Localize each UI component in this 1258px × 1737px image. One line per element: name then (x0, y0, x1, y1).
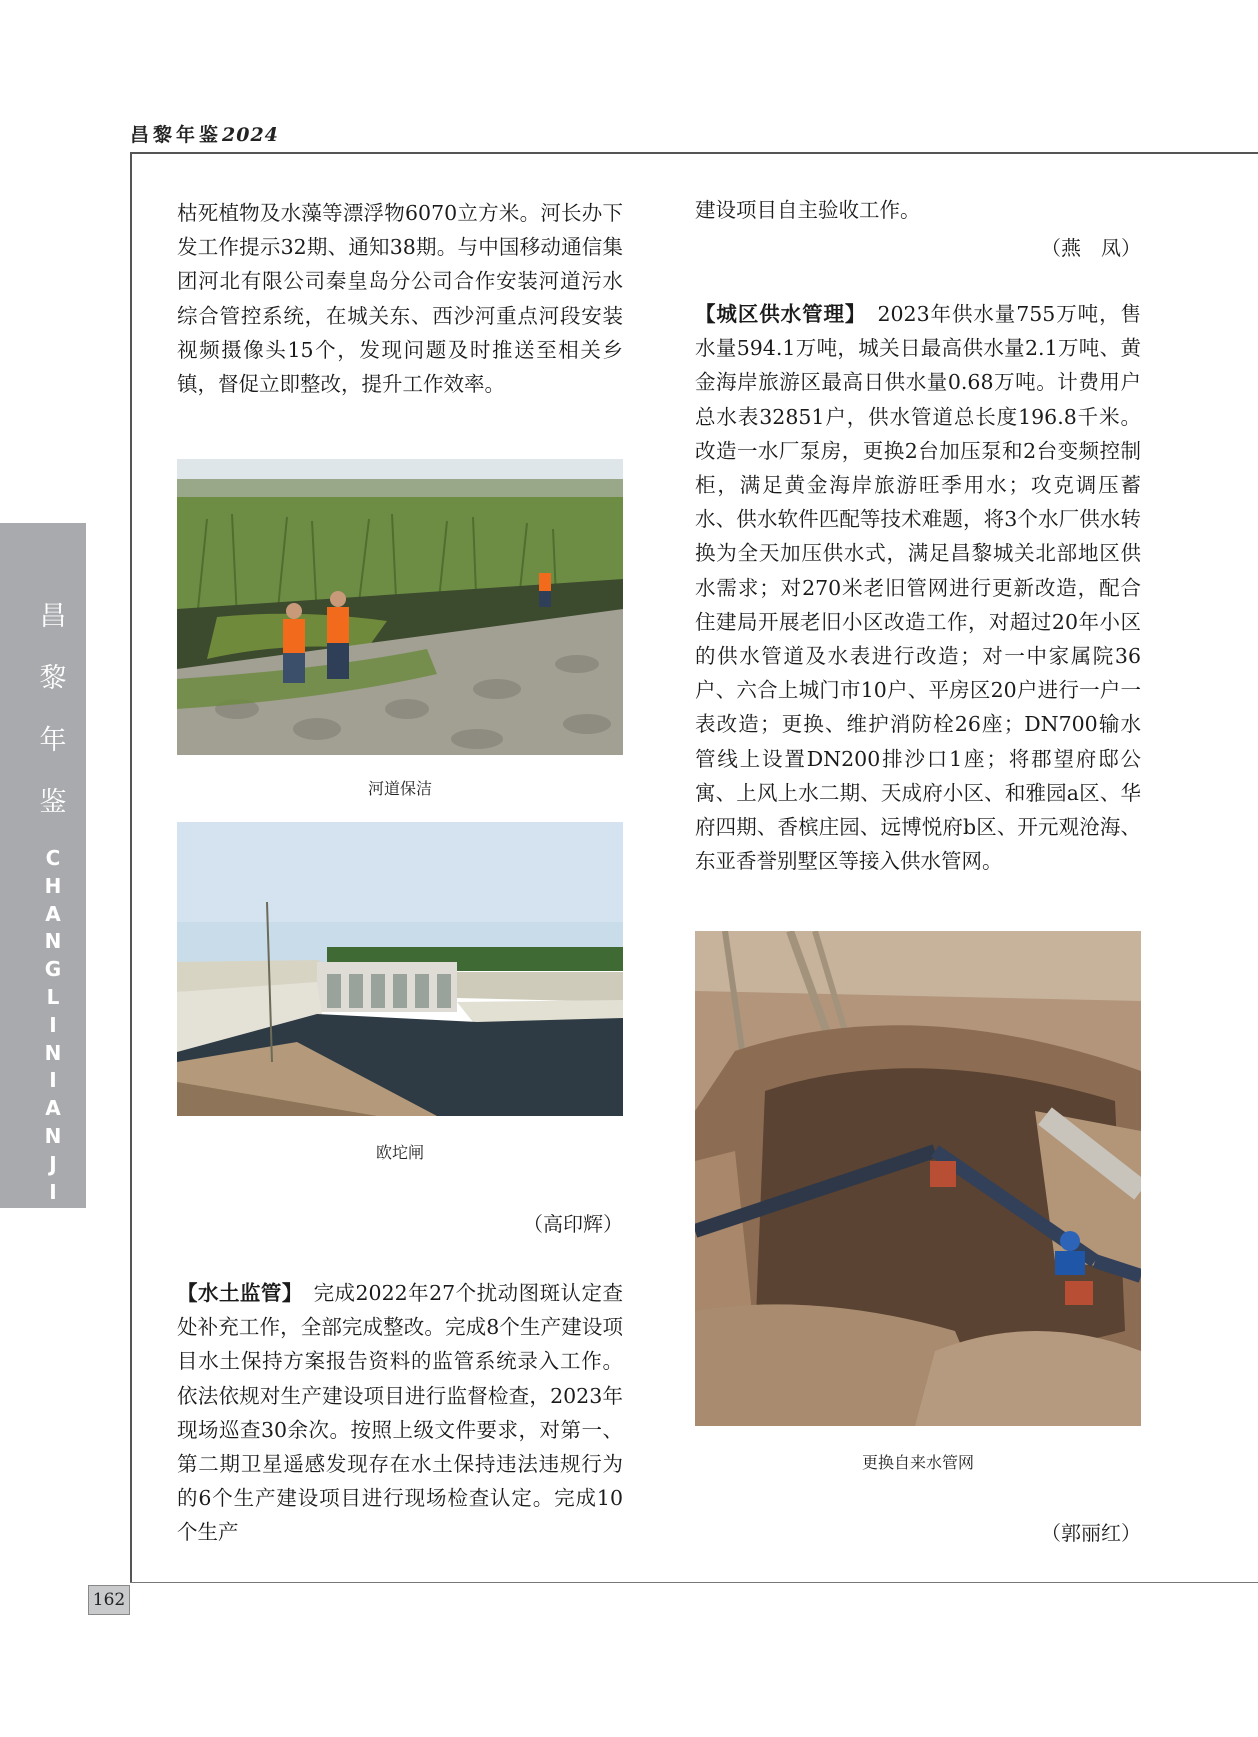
water-supply-body: 2023年供水量755万吨，售水量594.1万吨，城关日最高供水量2.1万吨、黄金海岸旅游区最高日供水量0.68万吨。计费用户总水表32851户，供水管道总长度196.8千米。改造一水厂泵房，更换2台加压泵和2台变频控制柜，满足黄金海岸旅游旺季用水；攻克调压蓄水、供水软件匹配等技术难题，将3个水厂供水转换为全天加压供水式，满足昌黎城关北部地区供水需求；对270米老旧管网进行更新改造，配合住建局开展老旧小区改造工作，对超过20年小区的供水管道及水表进行改造；对一中家属院36户、六合上城门市10户、平房区20户进行一户一表改造；更换、维护消防栓26座；DN700输水管线上设置DN200排沙口1座；将郡望府邸公寓、上风上水二期、天成府小区、和雅园a区、华府四期、香槟庄园、远博悦府b区、开元观沧海、东亚香誉别墅区等接入供水管网。 (695, 302, 1141, 874)
running-header (130, 120, 279, 147)
latin-char: J (49, 1151, 57, 1176)
frame-left-rule (130, 152, 132, 1582)
left-signature-1: （高印辉） (523, 1212, 623, 1236)
page-number: 162 (88, 1585, 130, 1615)
photo-pipe-replacement (695, 931, 1141, 1426)
section-lead-soil: 【水土监管】 (177, 1281, 293, 1305)
latin-char: A (45, 901, 61, 926)
right-signature-1: （燕 凤） (1041, 236, 1141, 260)
left-para-river-management: 枯死植物及水藻等漂浮物6070立方米。河长办下发工作提示32期、通知38期。与中国移动通信集团河北有限公司秦皇岛分公司合作安装河道污水综合管控系统，在城关东、西沙河重点河段安装视频摄像头15个，发现问题及时推送至相关乡镇，督促立即整改，提升工作效率。 (177, 201, 623, 397)
latin-char: N (44, 929, 62, 954)
latin-char: I (49, 1012, 57, 1037)
latin-char: A (45, 1207, 61, 1232)
latin-char: N (44, 1040, 62, 1065)
side-char: 年 (39, 725, 67, 756)
latin-char: C (45, 846, 61, 870)
section-lead-water: 【城区供水管理】 (695, 302, 857, 326)
side-tab-latin (40, 845, 66, 1262)
side-char: 鉴 (39, 787, 67, 818)
photo-outuo-sluice (177, 822, 623, 1116)
latin-char: H (44, 873, 62, 898)
photo-river-cleaning (177, 459, 623, 755)
side-char: 黎 (39, 663, 67, 694)
soil-conservation-body: 完成2022年27个扰动图斑认定查处补充工作，全部完成整改。完成8个生产建设项目水土保持方案报告资料的监管系统录入工作。依法依规对生产建设项目进行监督检查，2023年现场巡查30余次。按照上级文件要求，对第一、第二期卫星遥感发现存在水土保持违法违规行为的6个生产建设项目进行现场检查认定。完成10个生产 (177, 1281, 623, 1545)
frame-bottom-rule (130, 1582, 1258, 1583)
latin-char: I (49, 1068, 57, 1093)
left-para-soil-conservation (177, 1276, 623, 1550)
right-para-acceptance: 建设项目自主验收工作。 (695, 198, 921, 222)
caption-river-cleaning: 河道保洁 (367, 779, 432, 798)
latin-char: L (46, 984, 60, 1009)
side-tab-title (38, 586, 68, 834)
right-para-water-supply (695, 297, 1141, 878)
latin-char: I (49, 1179, 57, 1204)
caption-outuo-sluice: 欧坨闸 (375, 1143, 424, 1162)
frame-top-rule (130, 152, 1258, 154)
right-signature-2: （郭丽红） (1041, 1521, 1141, 1545)
header-title: 昌黎年鉴 (130, 124, 223, 146)
latin-char: N (44, 1123, 62, 1148)
side-char: 昌 (39, 601, 67, 632)
header-year: 2024 (222, 124, 279, 146)
latin-char: G (44, 957, 62, 982)
latin-char: A (45, 1096, 61, 1121)
latin-char: N (44, 1235, 62, 1260)
caption-pipe-replacement: 更换自来水管网 (861, 1453, 974, 1472)
